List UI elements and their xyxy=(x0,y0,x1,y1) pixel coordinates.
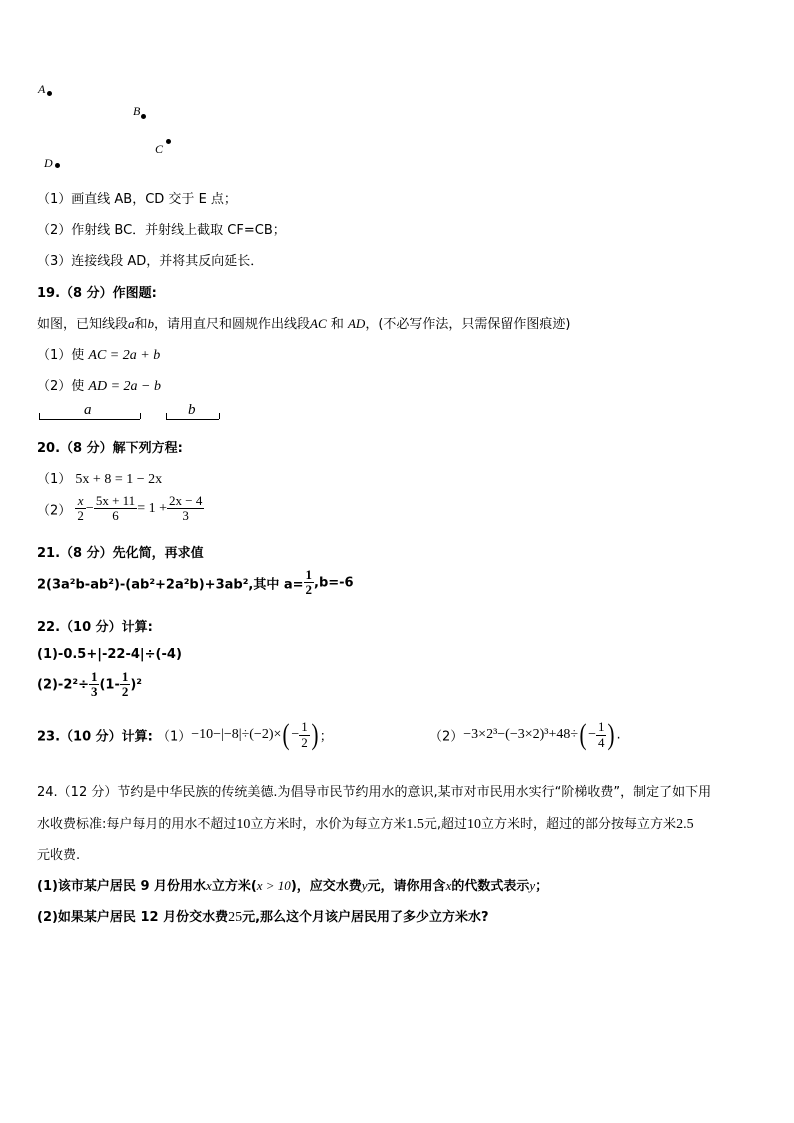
q20-fraction-3: $\frac{2x - 4}{3}$ xyxy=(168,493,203,524)
point-b xyxy=(141,114,146,119)
q19-seg-ac: AC xyxy=(310,316,327,331)
q19-item-2 xyxy=(37,375,161,395)
q22-fraction-1: $\frac{1}{3}$ xyxy=(90,669,98,700)
q18-item-2: （2）作射线 BC．并射线上截取 CF=CB； xyxy=(37,223,286,238)
segment-b-left-tick xyxy=(166,413,167,419)
q23-p1-fraction: $\frac{1}{2}$ xyxy=(301,719,308,750)
point-d xyxy=(55,163,60,168)
q20-item-2: （2） $\frac{x}{2}$ − $\frac{5x + 11}{6}$ = 1 + $\frac{2x - 4}{3}$ xyxy=(37,493,203,524)
q24-line-3: 元收费. xyxy=(37,848,81,863)
q19-intro-and2: 和 xyxy=(330,317,344,332)
q22-item-2: (2)-2²÷ $\frac{1}{3}$ (1- $\frac{1}{2}$ )² xyxy=(37,669,142,700)
segment-b xyxy=(166,419,219,420)
q19-intro-c: ，(不必写作法，只需保留作图痕迹) xyxy=(365,317,571,332)
q19-item1-math: AC = 2a + b xyxy=(88,348,161,363)
segment-a-right-tick xyxy=(140,413,141,419)
q20-title: 20.（8 分）解下列方程: xyxy=(37,441,183,456)
q18-item-1: （1）画直线 AB，CD 交于 E 点； xyxy=(37,192,237,207)
q22-title: 22.（10 分）计算: xyxy=(37,620,153,635)
segment-a-label: a xyxy=(84,402,92,418)
point-a xyxy=(47,91,52,96)
point-b-label: B xyxy=(133,104,141,118)
q20-item1-prefix: （1） xyxy=(37,472,72,487)
q19-intro-a: 如图，已知线段 xyxy=(37,317,129,332)
q19-intro-and: 和 xyxy=(134,317,148,332)
point-c xyxy=(166,139,171,144)
q19-intro-b: ，请用直尺和圆规作出线段 xyxy=(154,317,311,332)
q19-title: 19.（8 分）作图题: xyxy=(37,286,157,301)
q24-line-1: 24.（12 分）节约是中华民族的传统美德.为倡导市民节约用水的意识,某市对市民用水实行“阶梯收费”，制定了如下用 xyxy=(37,785,712,800)
q23-title: 23.（10 分）计算: xyxy=(37,729,153,745)
q19-intro xyxy=(37,313,570,332)
q22-fraction-2: $\frac{1}{2}$ xyxy=(121,669,129,700)
point-c-label: C xyxy=(155,142,164,156)
q23-p2-fraction: $\frac{1}{4}$ xyxy=(597,719,605,750)
q23-part-2: （2）−3×2³−(−3×2)³+48÷( − $\frac{1}{4}$ ) . xyxy=(429,718,621,751)
q20-item-1 xyxy=(37,468,162,488)
q19-var-b: b xyxy=(147,316,155,331)
q18-item-3: （3）连接线段 AD，并将其反向延长． xyxy=(37,254,264,269)
q21-expression: 2(3a²b-ab²)-(ab²+2a²b)+3ab²,其中 a= $\frac{1}{2}$ ,b=-6 xyxy=(37,567,354,598)
q24-question-2: (2)如果某户居民 12 月份交水费25元,那么这个月该户居民用了多少立方米水? xyxy=(37,910,489,925)
q24-question-1: (1)该市某户居民 9 月份用水x立方米(x > 10)，应交水费y元，请你用含x的代数式表示y； xyxy=(37,878,549,894)
q22-item-1: (1)-0.5+|-22-4|÷(-4) xyxy=(37,647,182,662)
point-d-label: D xyxy=(44,156,53,170)
q19-item-1 xyxy=(37,344,160,364)
q24-line-2: 水收费标准:每户每月的用水不超过10立方米时，水价为每立方米1.5元,超过10立方米时，超过的部分按每立方米2.5 xyxy=(37,817,694,832)
q19-seg-ad: AD xyxy=(347,316,366,331)
q19-item1-prefix: （1）使 xyxy=(37,348,85,363)
q19-item2-prefix: （2）使 xyxy=(37,379,85,394)
q20-item2-prefix: （2） xyxy=(37,503,72,519)
q21-a-fraction: $\frac{1}{2}$ xyxy=(305,567,313,598)
segment-b-right-tick xyxy=(219,413,220,419)
point-a-label: A xyxy=(38,82,46,96)
q21-title: 21.（8 分）先化简，再求值 xyxy=(37,546,204,561)
q23-row: 23.（10 分）计算: （1）−10−|−8|÷(−2)×( − $\frac{1}{2}$ ) ； xyxy=(37,718,333,751)
segment-b-label: b xyxy=(188,402,196,418)
q20-item1-math: 5x + 8 = 1 − 2x xyxy=(75,472,163,487)
q19-var-a: a xyxy=(128,316,135,331)
q19-item2-math: AD = 2a − b xyxy=(88,379,161,394)
segment-a-left-tick xyxy=(39,413,40,419)
q20-fraction-1: $\frac{x}{2}$ xyxy=(77,493,84,524)
segment-a xyxy=(39,419,140,420)
q20-fraction-2: $\frac{5x + 11}{6}$ xyxy=(95,493,136,524)
